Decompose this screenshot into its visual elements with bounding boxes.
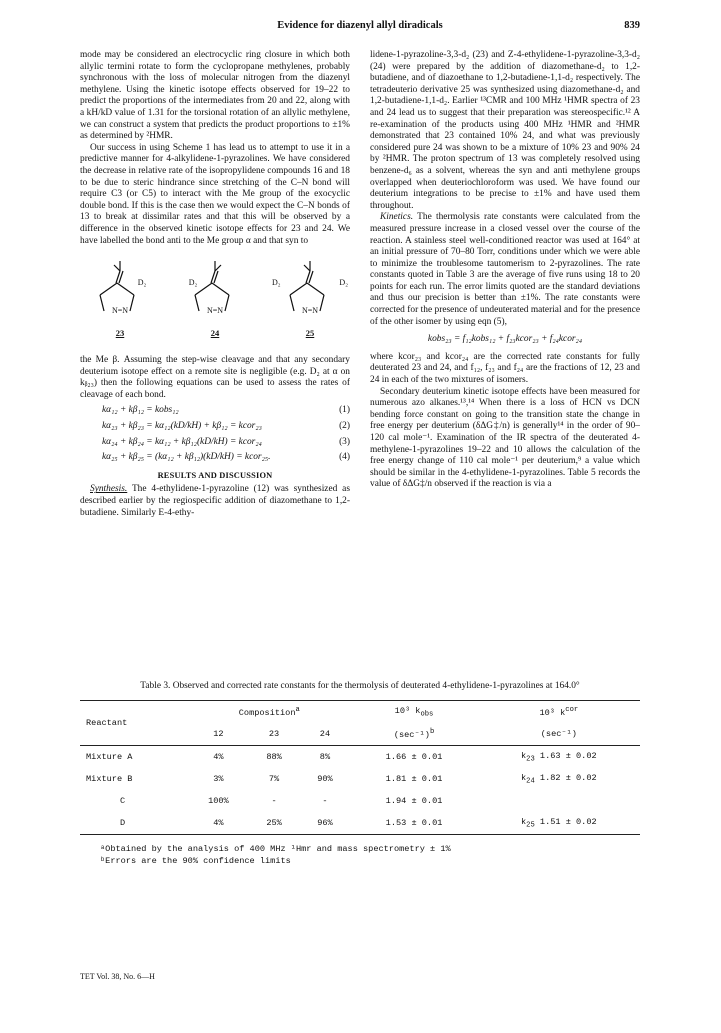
deuterium-label-right: D₂ [137,278,147,288]
cell-reactant: C [120,796,126,806]
pyrazoline-drawing [80,257,160,327]
paragraph [370,212,640,328]
header-kobs-unit: $(\sec^{-1})^b$ [393,728,435,740]
equation-2 [80,421,350,433]
right-column [370,50,640,491]
compound-label: 24 [210,328,220,339]
table-row [80,768,640,790]
running-header [80,20,640,36]
section-heading: RESULTS AND DISCUSSION [157,470,273,480]
cell-kcor: $k_{24}$ 1.82 ± 0.02 [520,772,597,786]
page-number: 839 [624,20,640,31]
equation-number: (4) [339,452,350,463]
cell-23: 88% [266,752,282,762]
data-table [80,700,640,835]
table-3 [80,680,640,867]
run-in-heading: Kinetics. [380,212,414,223]
cell-24: 96% [317,818,333,828]
equation-text: kα₁₂ + kβ₁₂ = kobs₁₂ [102,405,179,416]
cell-24: 90% [317,774,333,784]
equation-number: (3) [339,436,350,447]
paragraph: the Me β. Assuming the step-wise cleavage and that any secondary deuterium isotope effect on a remote site is negligible (e.g. D₂ at α on kᵦ₂₃) then the following equations can be used to assess the rates of cleavage of each bond. [80,355,350,400]
pyrazoline-drawing [270,257,350,327]
header-kcor-unit: (sec⁻¹) [540,729,577,739]
header-23: 23 [268,729,280,739]
equation-text: kα₂₅ + kβ₂₅ = (kα₁₂ + kβ₁₂)(kD/kH) = kcor₂₅. [102,452,271,463]
header-composition: Composition$^a$ [238,706,300,718]
azo-label: N=N [111,305,129,315]
pyrazoline-drawing [175,257,255,327]
equation-4 [80,452,350,464]
paragraph: where kcor₂₃ and kcor₂₄ are the corrected rate constants for fully deuterated 23 and 24, and f₁₂, f₂₃ and f₂₄ are the fractions of 12, 23 and 24 in each of the two mixtures of isomers. [370,351,640,386]
equation-text: kα₂₃ + kβ₂₃ = kα₁₂(kD/kH) + kβ₁₂ = kcor₂₃ [102,421,262,432]
cell-12: 4% [213,818,224,828]
header-24: 24 [319,729,331,739]
table-caption: Table 3. Observed and corrected rate constants for the thermolysis of deuterated 4-ethylidene-1-pyrazolines at 164.0° [140,681,580,691]
cell-23: 7% [268,774,280,784]
table-row [80,812,640,835]
structure-25 [270,257,350,349]
cell-reactant: D [120,818,126,828]
cell-12: 100% [208,796,229,806]
cell-12: 4% [213,752,224,762]
azo-label: N=N [206,305,224,315]
equation-1 [80,405,350,417]
cell-23: - [271,796,277,806]
run-in-heading: Synthesis. [90,484,128,495]
cell-kcor [478,790,640,812]
equation-5: kobs₂₃ = f₁₂kobs₁₂ + f₂₃kcor₂₃ + f₂₄kcor₂₄ [427,334,583,345]
cell-kobs: 1.94 ± 0.01 [385,796,443,806]
table-note-a: ᵃObtained by the analysis of 400 MHz ¹Hmr and mass spectrometry ± 1% [100,844,451,854]
deuterium-label-right: D₂ [339,278,348,288]
paragraph-text: The thermolysis rate constants were calculated from the measured pressure increase in a closed vessel over the course of the reaction. A stainless steel well-conditioned reactor was used at 164° at an initial pressure of 70–80 Torr, conditions under which we were able to minimize the troublesome tautomerism to 2-pyrazolines. The rate constants quoted in Table 3 are the average of five runs using 18 to 20 points for each run. The error limits quoted are the standard deviations and thus our precision is better than ±1%. The rate constants were corrected for the presence of undeuterated material and for the presence of the other isomer by using eqn (5), [370,212,640,327]
cell-kobs: 1.53 ± 0.01 [385,818,443,828]
page-footer: TET Vol. 38, No. 6—H [80,972,155,981]
header-kcor: 10³ $k^{cor}$ [539,706,579,718]
cell-23: 25% [266,818,282,828]
paragraph: mode may be considered an electrocyclic ring closure in which both allylic termini rotate to form the cyclopropane methylenes, probably synchronous with the loss of molecular nitrogen from the diazenyl methylene. Using the kinetic isotope effects observed for 19–22 to predict the proportions of the intermediates from 20 and 22, along with a kH/kD value of 1.31 for the torsional rotation of an allylic methylene, we can construct a system that predicts the product proportions to ±1% as determined by ²HMR. [80,50,350,142]
equation-number: (2) [339,421,350,432]
cell-12: 3% [213,774,224,784]
equation-text: kα₂₄ + kβ₂₄ = kα₁₂ + kβ₁₂(kD/kH) = kcor₂₄ [102,436,262,447]
left-column [80,50,350,519]
structure-24 [175,257,255,349]
cell-kobs: 1.66 ± 0.01 [385,752,443,762]
table-row [80,790,640,812]
azo-label: N=N [301,305,319,315]
compound-label: 23 [115,328,125,339]
header-kobs: 10³ $k_{obs}$ [394,705,434,719]
paragraph: Secondary deuterium kinetic isotope effects have been measured for numerous azo alkanes.¹³,¹⁴ When there is a loss of HCN vs DCN bending force constant on going to the transition state the change in free energy per deuterium (δΔG‡/n) is generally¹⁴ in the order of 90–120 cal mole⁻¹. Examination of the IR spectra of the deuterated 4-methylene-1-pyrazolines 19–22 and 10 allows the calculation of the free energy change of 110 cal mole⁻¹ per deuterium,⁹ a value which should be similar in the 4-ethylidene-1-pyrazolines. Table 5 records the value of δΔG‡/n observed if the reaction is via a [370,386,640,490]
deuterium-labels [270,277,350,289]
deuterium-label-left: D₂ [188,278,198,288]
paragraph-text: The 4-ethylidene-1-pyrazoline (12) was synthesized as described earlier by the regiospecific addition of diazomethane to 1,2-butadiene. Similarly E-4-ethy- [80,484,350,518]
compound-label: 25 [305,328,315,339]
paragraph: Our success in using Scheme 1 has lead us to attempt to use it in a predictive manner for 4-alkylidene-1-pyrazolines. We have considered the decrease in relative rate of the isopropylidene compounds 16 and 18 to be due to steric hindrance since stretching of the C–N bond will require C3 (or C5) to interact with the Me group of the exocyclic double bond. If this is the case then we would expect the C–N bonds of 13 to break at dissimilar rates and that this will be observed by a difference in the observed kinetic isotope effects for 23 and 24. We have labelled the bond anti to the Me group α and that syn to [80,142,350,246]
equation-3 [80,437,350,449]
header-reactant: Reactant [86,718,128,728]
structure-row [80,257,350,349]
deuterium-label-left: D₂ [272,278,281,288]
cell-reactant: Mixture B [86,774,133,784]
cell-24: - [322,796,328,806]
structure-23 [80,257,160,349]
cell-reactant: Mixture A [86,752,133,762]
equation-number: (1) [339,405,350,416]
table-row [80,746,640,769]
table-notes [80,843,640,867]
cell-24: 8% [319,752,331,762]
header-12: 12 [213,729,224,739]
table-note-b: ᵇErrors are the 90% confidence limits [100,856,291,866]
paragraph: lidene-1-pyrazoline-3,3-d₂ (23) and Z-4-ethylidene-1-pyrazoline-3,3-d₂ (24) were prepared by the addition of diazomethane-d₂ to 1,2-butadiene, and of diazoethane to 1,2-butadiene-1,1-d₂ respectively. The tetradeuterio derivative 25 was synthesized using diazomethane-d₂ and 1,2-butadiene-1,1-d₂. Earlier ¹³CMR and 100 MHz ¹HMR spectra of 23 and 24 lead us to suggest that their preparation was stereospecific.¹² A re-examination of the products using 400 MHz ¹HMR and ²HMR demonstrated that 23 contained 10% 24, and what was previously considered pure 24 was shown to be a mixture of 10% 23 and 90% 24 by ²HMR. The proton spectrum of 13 was completely resolved using benzene-d₆ as a solvent, whereas the syn and anti methylene groups overlapped when deuteriochloroform was used. We have found our deuterium integrations to be precise to ±1% and have used them throughout. [370,50,640,211]
cell-kcor: $k_{25}$ 1.51 ± 0.02 [520,816,597,830]
cell-kcor: $k_{23}$ 1.63 ± 0.02 [520,750,597,764]
cell-kobs: 1.81 ± 0.01 [385,774,443,784]
running-title: Evidence for diazenyl allyl diradicals [277,20,443,31]
paragraph [80,484,350,519]
